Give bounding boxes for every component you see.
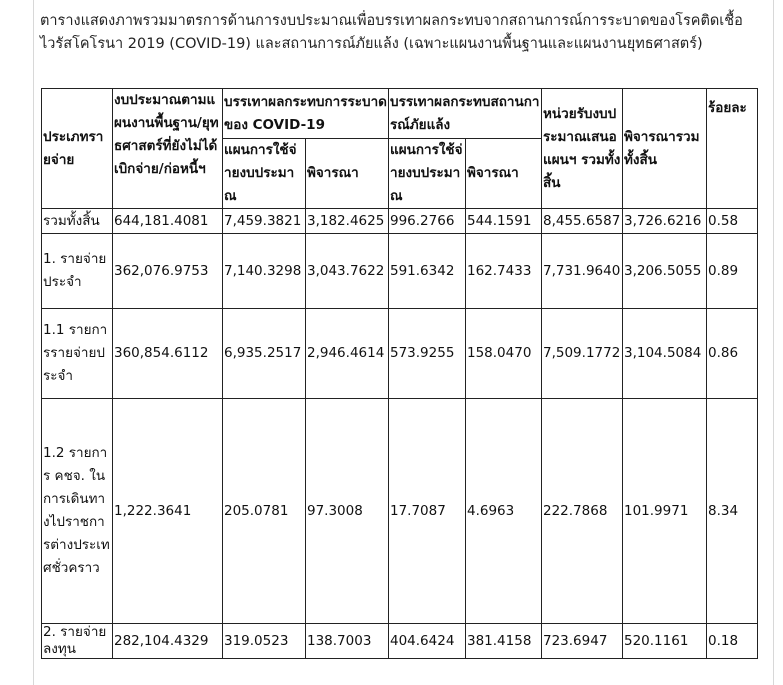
cell: 381.4158 xyxy=(466,624,542,659)
table-row xyxy=(42,624,758,659)
cell: 0.58 xyxy=(707,209,758,234)
table-row-total xyxy=(42,209,758,234)
cell: 3,206.5055 xyxy=(623,234,707,309)
cell: 996.2766 xyxy=(389,209,466,234)
cell: 2,946.4614 xyxy=(306,309,389,399)
header-row xyxy=(42,89,758,139)
cell: 3,104.5084 xyxy=(623,309,707,399)
table-row xyxy=(42,234,758,309)
cell: 3,726.6216 xyxy=(623,209,707,234)
cell: 282,104.4329 xyxy=(113,624,223,659)
cell: 362,076.9753 xyxy=(113,234,223,309)
cell: 158.0470 xyxy=(466,309,542,399)
cell: 162.7433 xyxy=(466,234,542,309)
cell: 17.7087 xyxy=(389,399,466,624)
header-covid: บรรเทาผลกระทบการระบาดของ COVID-19 xyxy=(223,89,389,139)
cell: 6,935.2517 xyxy=(223,309,306,399)
cell: 3,043.7622 xyxy=(306,234,389,309)
cell: 0.86 xyxy=(707,309,758,399)
table-row xyxy=(42,309,758,399)
row-label: 1.1 รายการรายจ่ายประจำ xyxy=(42,309,113,399)
cell: 138.7003 xyxy=(306,624,389,659)
cell: 544.1591 xyxy=(466,209,542,234)
cell: 591.6342 xyxy=(389,234,466,309)
cell: 101.9971 xyxy=(623,399,707,624)
header-type: ประเภทรายจ่าย xyxy=(42,89,113,209)
header-percent: ร้อยละ xyxy=(707,89,758,209)
cell: 3,182.4625 xyxy=(306,209,389,234)
row-label: 1.2 รายการ คชจ. ในการเดินทางไปราชการต่างประเทศชั่วคราว xyxy=(42,399,113,624)
cell: 8.34 xyxy=(707,399,758,624)
row-label: รวมทั้งสิ้น xyxy=(42,209,113,234)
cell: 222.7868 xyxy=(542,399,623,624)
cell: 8,455.6587 xyxy=(542,209,623,234)
header-budget: งบประมาณตามแผนงานพื้นฐาน/ยุทธศาสตร์ที่ยังไม่ได้เบิกจ่าย/ก่อหนี้ฯ xyxy=(113,89,223,209)
cell: 7,731.9640 xyxy=(542,234,623,309)
cell: 520.1161 xyxy=(623,624,707,659)
cell: 1,222.3641 xyxy=(113,399,223,624)
row-label: 1. รายจ่ายประจำ xyxy=(42,234,113,309)
cell: 4.6963 xyxy=(466,399,542,624)
cell: 205.0781 xyxy=(223,399,306,624)
cell: 644,181.4081 xyxy=(113,209,223,234)
header-drought-plan: แผนการใช้จ่ายงบประมาณ xyxy=(389,139,466,209)
header-drought: บรรเทาผลกระทบสถานการณ์ภัยแล้ง xyxy=(389,89,542,139)
header-proposed: หน่วยรับงบประมาณเสนอแผนฯ รวมทั้งสิ้น xyxy=(542,89,623,209)
cell: 7,459.3821 xyxy=(223,209,306,234)
cell: 573.9255 xyxy=(389,309,466,399)
header-drought-consider: พิจารณา xyxy=(466,139,542,209)
cell: 0.89 xyxy=(707,234,758,309)
header-consider-total: พิจารณารวมทั้งสิ้น xyxy=(623,89,707,209)
cell: 723.6947 xyxy=(542,624,623,659)
cell: 360,854.6112 xyxy=(113,309,223,399)
table-row xyxy=(42,399,758,624)
budget-table xyxy=(41,88,758,659)
cell: 7,140.3298 xyxy=(223,234,306,309)
cell: 0.18 xyxy=(707,624,758,659)
table-title: ตารางแสดงภาพรวมมาตรการด้านการงบประมาณเพื่อบรรเทาผลกระทบจากสถานการณ์การระบาดของโรคติดเชื้อไวรัสโคโรนา 2019 (COVID-19) และสถานการณ์ภัยแล้ง (เฉพาะแผนงานพื้นฐานและแผนงานยุทธศาสตร์) xyxy=(40,13,743,52)
cell: 7,509.1772 xyxy=(542,309,623,399)
cell: 319.0523 xyxy=(223,624,306,659)
cell: 97.3008 xyxy=(306,399,389,624)
header-covid-plan: แผนการใช้จ่ายงบประมาณ xyxy=(223,139,306,209)
header-covid-consider: พิจารณา xyxy=(306,139,389,209)
row-label: 2. รายจ่ายลงทุน xyxy=(42,624,113,659)
cell: 404.6424 xyxy=(389,624,466,659)
